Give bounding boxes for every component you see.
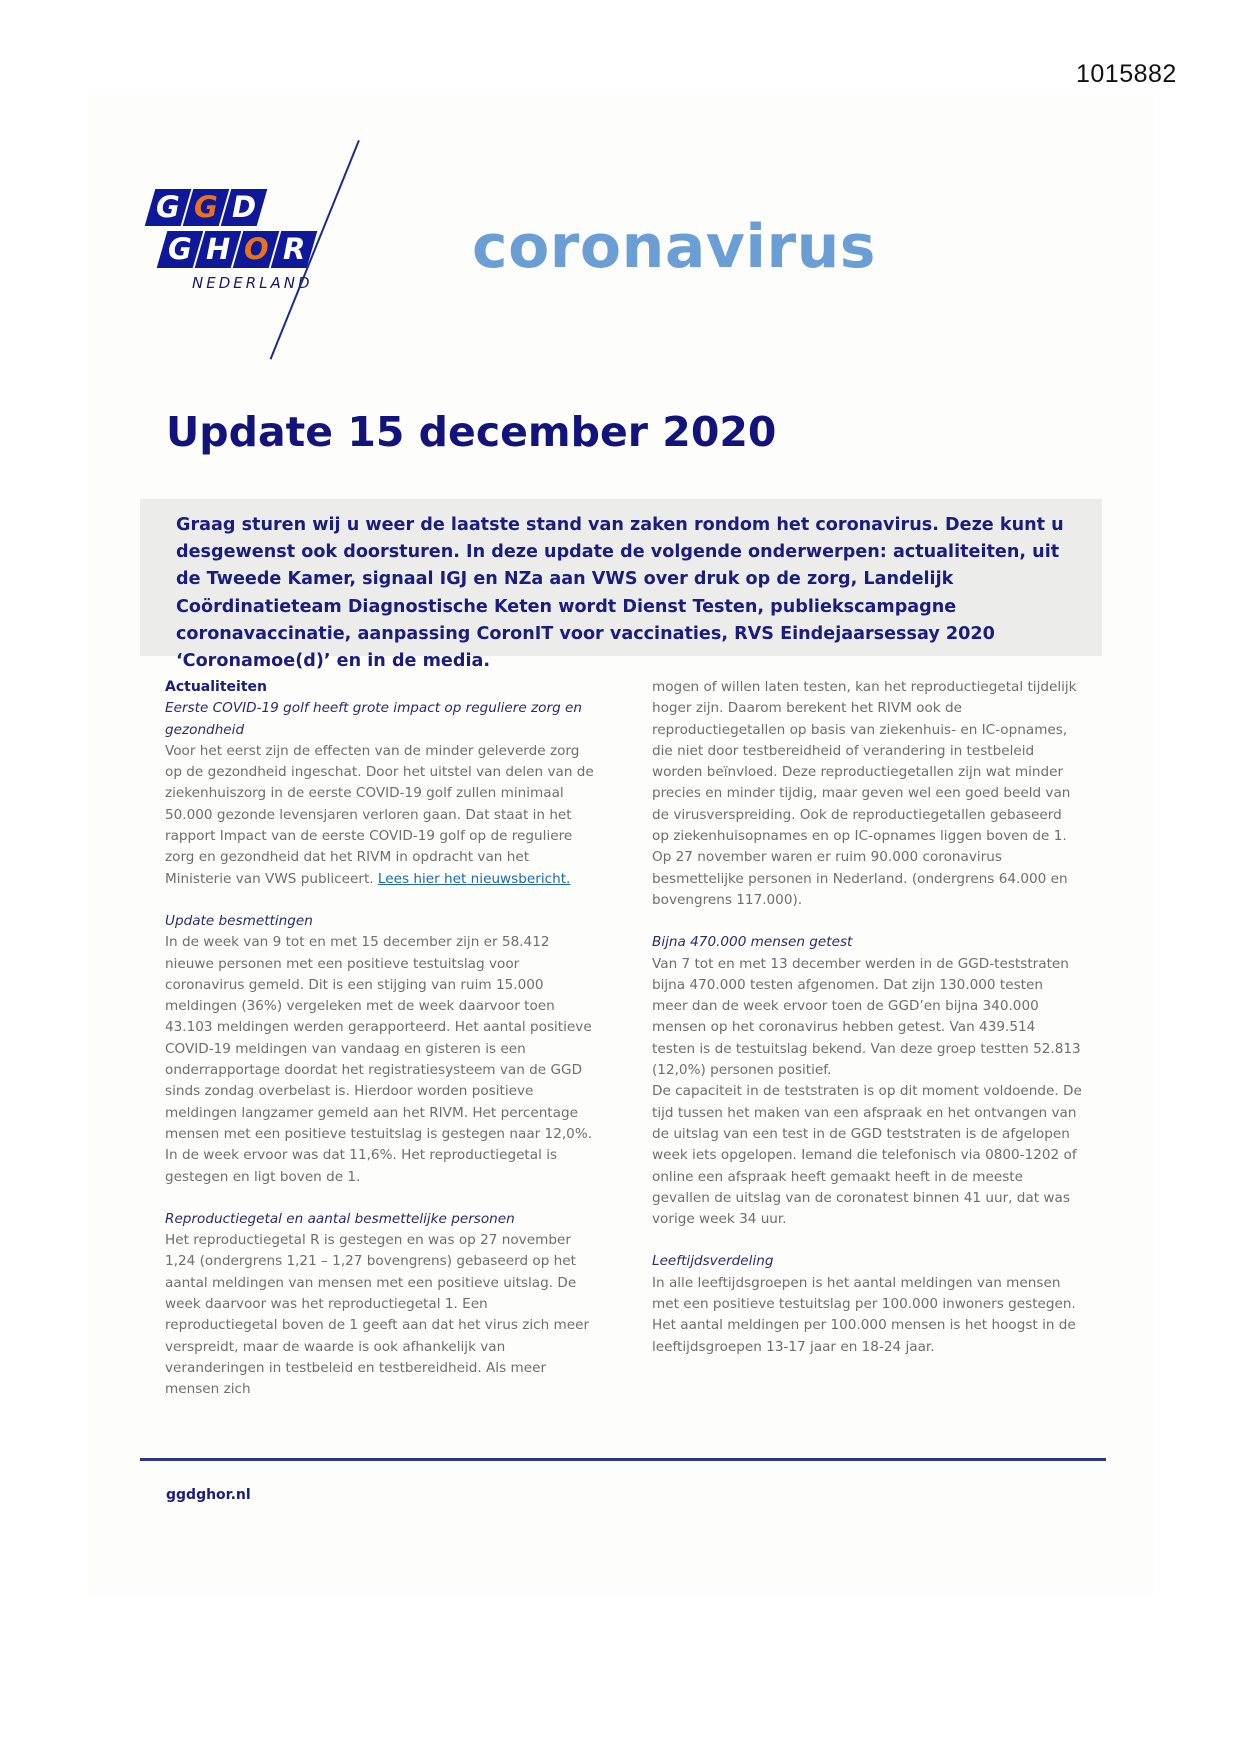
- logo-tile: O: [233, 231, 280, 268]
- subhead-impact: Eerste COVID-19 golf heeft grote impact op reguliere zorg en gezondheid: [165, 700, 583, 738]
- logo-tile: D: [221, 189, 268, 226]
- intro-text: Graag sturen wij u weer de laatste stand van zaken rondom het coronavirus. Deze kunt u desgewenst ook doorsturen. In deze update de volgende onderwerpen: actualiteiten, uit de Tweede Kamer, signaal IGJ en NZa aan VWS over druk op de zorg, Landelijk Coördinatieteam Diagnostische Keten wordt Dienst Testen, publiekscampagne coronavaccinatie, aanpassing CoronIT voor vaccinaties, RVS Eindejaarsessay 2020 ‘Coronamoe(d)’ en in de media.: [176, 515, 1064, 672]
- paragraph-impact: Voor het eerst zijn de effecten van de minder geleverde zorg op de gezondheid ingeschat. Door het uitstel van delen van de ziekenhuiszorg in de eerste COVID-19 golf zullen minimaal 50.000 gezonde levensjaren verloren gaan. Dat staat in het rapport Impact van de eerste COVID-19 golf op de reguliere zorg en gezondheid dat het RIVM in opdracht van het Ministerie van VWS publiceert. Lees hier het nieuwsbericht.: [165, 742, 594, 887]
- subhead-getest: Bijna 470.000 mensen getest: [652, 934, 853, 951]
- paragraph-capaciteit: De capaciteit in de teststraten is op dit moment voldoende. De tijd tussen het maken van een afspraak en het ontvangen van de uitslag van een test in de GGD teststraten is de afgelopen week iets opgelopen. Iemand die telefonisch via 0800-1202 of online een afspraak heeft gemaakt heeft in de meeste gevallen de uitslag van de coronatest binnen 41 uur, dat was vorige week 34 uur.: [652, 1083, 1082, 1228]
- subhead-besmettingen: Update besmettingen: [165, 912, 313, 929]
- paragraph-reproductiegetal: Het reproductiegetal R is gestegen en was op 27 november 1,24 (ondergrens 1,21 – 1,27 bovengrens) gebaseerd op het aantal meldingen van mensen met een positieve uitslag. De week daarvoor was het reproductiegetal 1. Een reproductiegetal boven de 1 geeft aan dat het virus zich meer verspreidt, maar de waarde is ook afhankelijk van veranderingen in testbeleid en testbereidheid. Als meer mensen zich: [165, 1232, 590, 1398]
- left-column: [165, 677, 595, 1401]
- subhead-leeftijdsverdeling: Leeftijdsverdeling: [652, 1253, 774, 1270]
- footer-divider: [140, 1458, 1106, 1461]
- paragraph-besmettingen: In de week van 9 tot en met 15 december zijn er 58.412 nieuwe personen met een positieve testuitslag voor coronavirus gemeld. Dit is een stijging van ruim 15.000 meldingen (36%) vergeleken met de week daarvoor toen 43.103 meldingen werden gerapporteerd. Het aantal positieve COVID-19 meldingen van vandaag en gisteren is een onderrapportage doordat het registratiesysteem van de GGD sinds zondag overbelast is. Hierdoor worden positieve meldingen langzamer gemeld aan het RIVM. Het percentage mensen met een positieve testuitslag is gestegen naar 12,0%. In de week ervoor was dat 11,6%. Het reproductiegetal is gestegen en ligt boven de 1.: [165, 934, 593, 1185]
- footer-url[interactable]: ggdghor.nl: [166, 1487, 251, 1503]
- logo-tile: G: [157, 231, 204, 268]
- paragraph-getest: Van 7 tot en met 13 december werden in de GGD-teststraten bijna 470.000 testen afgenomen. Dat zijn 130.000 testen meer dan de week ervoor toen de GGD’en bijna 340.000 mensen op het coronavirus hebben getest. Van 439.514 testen is de testuitslag bekend. Van deze groep testten 52.813 (12,0%) personen positief.: [652, 955, 1081, 1079]
- logo-tile: G: [183, 189, 230, 226]
- news-link[interactable]: Lees hier het nieuwsbericht.: [377, 870, 571, 887]
- paragraph-besmettelijke-personen: Op 27 november waren er ruim 90.000 coronavirus besmettelijke personen in Nederland. (ondergrens 64.000 en bovengrens 117.000).: [652, 849, 1068, 908]
- ggd-ghor-logo: [148, 189, 338, 299]
- page-title: Update 15 december 2020: [166, 408, 777, 456]
- logo-tile: R: [271, 231, 318, 268]
- subhead-reproductiegetal: Reproductiegetal en aantal besmettelijke personen: [165, 1210, 515, 1227]
- logo-subtitle: NEDERLAND: [192, 274, 313, 292]
- document-id: 1015882: [1076, 60, 1177, 88]
- brand-heading: coronavirus: [472, 212, 876, 282]
- logo-tile: G: [145, 189, 192, 226]
- logo-tile: H: [195, 231, 242, 268]
- section-title-actualiteiten: Actualiteiten: [165, 679, 267, 695]
- paragraph-leeftijdsverdeling: In alle leeftijdsgroepen is het aantal meldingen van mensen met een positieve testuitslag per 100.000 inwoners gestegen. Het aantal meldingen per 100.000 mensen is het hoogst in de leeftijdsgroepen 13-17 jaar en 18-24 jaar.: [652, 1274, 1076, 1355]
- logo-row-ghor: [162, 231, 312, 268]
- paragraph-reproductiegetal-cont: mogen of willen laten testen, kan het reproductiegetal tijdelijk hoger zijn. Daarom berekent het RIVM ook de reproductiegetallen op basis van ziekenhuis- en IC-opnames, die niet door testbereidheid of verandering in testbeleid worden beïnvloed. Deze reproductiegetallen zijn wat minder precies en minder tijdig, maar geven wel een goed beeld van de virusverspreiding. Ook de reproductiegetallen gebaseerd op ziekenhuisopnames en op IC-opnames liggen boven de 1.: [652, 679, 1077, 845]
- right-column: [652, 677, 1082, 1358]
- logo-row-ggd: [150, 189, 262, 226]
